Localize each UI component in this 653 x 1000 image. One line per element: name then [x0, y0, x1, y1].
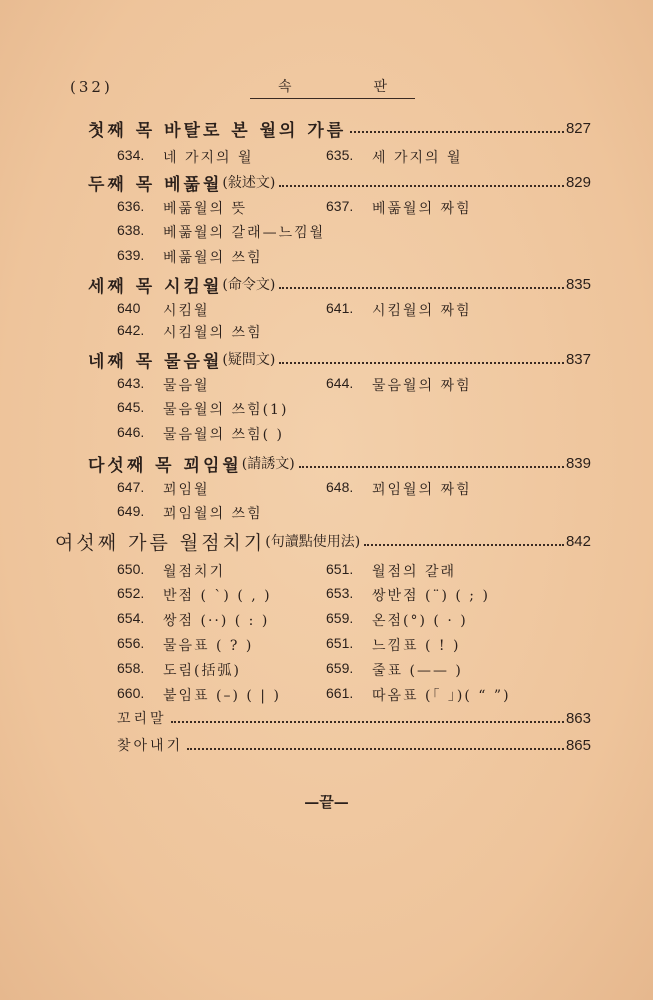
page-reference: 865: [565, 736, 591, 754]
heading-label: 다섯째 목 꾀임월: [88, 455, 242, 476]
toc-entry[interactable]: [326, 685, 511, 705]
toc-entry[interactable]: [117, 585, 272, 605]
entry-number: 644.: [326, 375, 354, 391]
entry-text: 반점 ( ˋ) ( , ): [163, 588, 272, 604]
page-number: (32): [70, 78, 113, 96]
entry-text: 도림(括弧): [163, 663, 241, 679]
entry-text: 월점의 갈래: [372, 564, 457, 580]
entry-text: 물음월의 쓰힘( ): [163, 427, 284, 443]
dot-leader: [279, 287, 564, 289]
entry-number: 638.: [117, 222, 145, 238]
entry-number: 637.: [326, 198, 354, 214]
page-reference: 839: [565, 454, 591, 472]
entry-number: 651.: [326, 561, 354, 577]
entry-text: 물음표 ( ? ): [163, 638, 254, 654]
entry-text: 붙임표 (–) ( | ): [163, 688, 281, 704]
entry-number: 640: [117, 300, 141, 316]
toc-entry[interactable]: [326, 585, 490, 605]
section-heading[interactable]: [0, 272, 653, 296]
entry-text: 시킴월: [163, 303, 210, 319]
toc-entry[interactable]: [326, 479, 472, 499]
heading-label: 두째 목 베풂월: [88, 174, 223, 195]
toc-entry[interactable]: [117, 610, 269, 630]
heading-label: 여섯째 가름 월점치기: [55, 531, 266, 554]
entry-number: 650.: [117, 561, 145, 577]
entry-text: 꾀임월: [163, 482, 210, 498]
heading-hanja: (疑問文): [222, 352, 276, 368]
heading-hanja: (命令文): [222, 277, 276, 293]
toc-entry[interactable]: [326, 635, 460, 655]
running-title: [250, 76, 415, 99]
toc-entry[interactable]: [326, 375, 472, 395]
entry-number: 653.: [326, 585, 354, 601]
entry-text: 시킴월의 짜힘: [372, 303, 472, 319]
entry-text: 쌍반점 (¨) ( ; ): [372, 588, 490, 604]
entry-text: 월점치기: [163, 564, 226, 580]
entry-text: 물음월: [163, 378, 210, 394]
toc-entry[interactable]: [117, 660, 241, 680]
toc-entry[interactable]: [117, 222, 325, 242]
toc-entry-minor[interactable]: [0, 733, 653, 757]
entry-number: 649.: [117, 503, 145, 519]
entry-number: 642.: [117, 322, 145, 338]
section-heading[interactable]: [0, 451, 653, 475]
section-heading[interactable]: [0, 347, 653, 371]
running-title-left: 속: [278, 79, 292, 95]
toc-entry[interactable]: [117, 247, 263, 267]
toc-entry[interactable]: [117, 375, 210, 395]
entry-number: 636.: [117, 198, 145, 214]
toc-entry[interactable]: [117, 479, 210, 499]
section-heading[interactable]: [0, 529, 653, 553]
heading-hanja: (句讀點使用法): [265, 534, 361, 550]
page-reference: 835: [565, 275, 591, 293]
entry-text: 베풂월의 짜힘: [372, 201, 472, 217]
entry-text: 꾀임월의 쓰힘: [163, 506, 263, 522]
toc-entry[interactable]: [117, 147, 254, 167]
heading-label: 찾아내기: [117, 738, 184, 754]
heading-label: 꼬리말: [117, 711, 167, 727]
entry-text: 물음월의 짜힘: [372, 378, 472, 394]
page-reference: 863: [565, 709, 591, 727]
heading-label: 첫째 목 바탈로 본 월의 가름: [88, 120, 347, 141]
toc-entry[interactable]: [117, 198, 247, 218]
heading-label: 세째 목 시킴월: [88, 276, 223, 297]
entry-number: 639.: [117, 247, 145, 263]
entry-text: 베풂월의 쓰힘: [163, 250, 263, 266]
dot-leader: [299, 466, 564, 468]
section-heading[interactable]: [0, 116, 653, 140]
entry-number: 660.: [117, 685, 145, 701]
entry-number: 659.: [326, 660, 354, 676]
entry-number: 641.: [326, 300, 354, 316]
page-reference: 827: [565, 119, 591, 137]
dot-leader: [364, 544, 564, 546]
toc-entry[interactable]: [117, 322, 263, 342]
entry-text: 물음월의 쓰힘(1): [163, 402, 289, 418]
entry-number: 645.: [117, 399, 145, 415]
entry-text: 온점(°) ( · ): [372, 613, 468, 629]
entry-text: 꾀임월의 짜힘: [372, 482, 472, 498]
page-reference: 842: [565, 532, 591, 550]
entry-text: 베풂월의 뜻: [163, 201, 248, 217]
heading-hanja: (請誘文): [241, 456, 295, 472]
entry-number: 635.: [326, 147, 354, 163]
entry-text: 쌍점 (··) ( : ): [163, 613, 270, 629]
entry-text: 줄표 (—— ): [372, 663, 463, 679]
entry-number: 659.: [326, 610, 354, 626]
entry-number: 643.: [117, 375, 145, 391]
running-title-right: 판: [373, 79, 387, 95]
entry-number: 651.: [326, 635, 354, 651]
entry-text: 베풂월의 갈래—느낌월: [163, 225, 326, 241]
entry-number: 661.: [326, 685, 354, 701]
entry-number: 634.: [117, 147, 145, 163]
entry-text: 세 가지의 월: [372, 150, 463, 166]
entry-number: 658.: [117, 660, 145, 676]
section-heading[interactable]: [0, 170, 653, 194]
entry-text: 시킴월의 쓰힘: [163, 325, 263, 341]
toc-entry[interactable]: [117, 503, 263, 523]
toc-entry[interactable]: [326, 300, 472, 320]
end-mark: —끝—: [304, 793, 349, 811]
toc-entry[interactable]: [117, 399, 288, 419]
toc-entry[interactable]: [326, 561, 456, 581]
entry-number: 656.: [117, 635, 145, 651]
entry-number: 647.: [117, 479, 145, 495]
dot-leader: [350, 131, 564, 133]
entry-number: 652.: [117, 585, 145, 601]
page-reference: 829: [565, 173, 591, 191]
toc-entry[interactable]: [326, 660, 463, 680]
entry-number: 648.: [326, 479, 354, 495]
entry-text: 네 가지의 월: [163, 150, 254, 166]
page-reference: 837: [565, 350, 591, 368]
dot-leader: [279, 362, 564, 364]
heading-hanja: (敍述文): [222, 175, 276, 191]
dot-leader: [171, 721, 564, 723]
toc-entry[interactable]: [117, 424, 284, 444]
toc-entry[interactable]: [117, 561, 225, 581]
toc-entry[interactable]: [117, 635, 253, 655]
dot-leader: [187, 748, 564, 750]
toc-entry-minor[interactable]: [0, 706, 653, 730]
entry-text: 느낌표 ( ! ): [372, 638, 461, 654]
entry-text: 따옴표 (「 」)( “ ”): [372, 688, 511, 704]
heading-label: 네째 목 물음월: [88, 351, 223, 372]
toc-entry[interactable]: [326, 610, 468, 630]
toc-entry[interactable]: [326, 147, 463, 167]
toc-entry[interactable]: [326, 198, 472, 218]
toc-entry[interactable]: [117, 300, 210, 320]
dot-leader: [279, 185, 564, 187]
toc-entry[interactable]: [117, 685, 281, 705]
entry-number: 646.: [117, 424, 145, 440]
entry-number: 654.: [117, 610, 145, 626]
